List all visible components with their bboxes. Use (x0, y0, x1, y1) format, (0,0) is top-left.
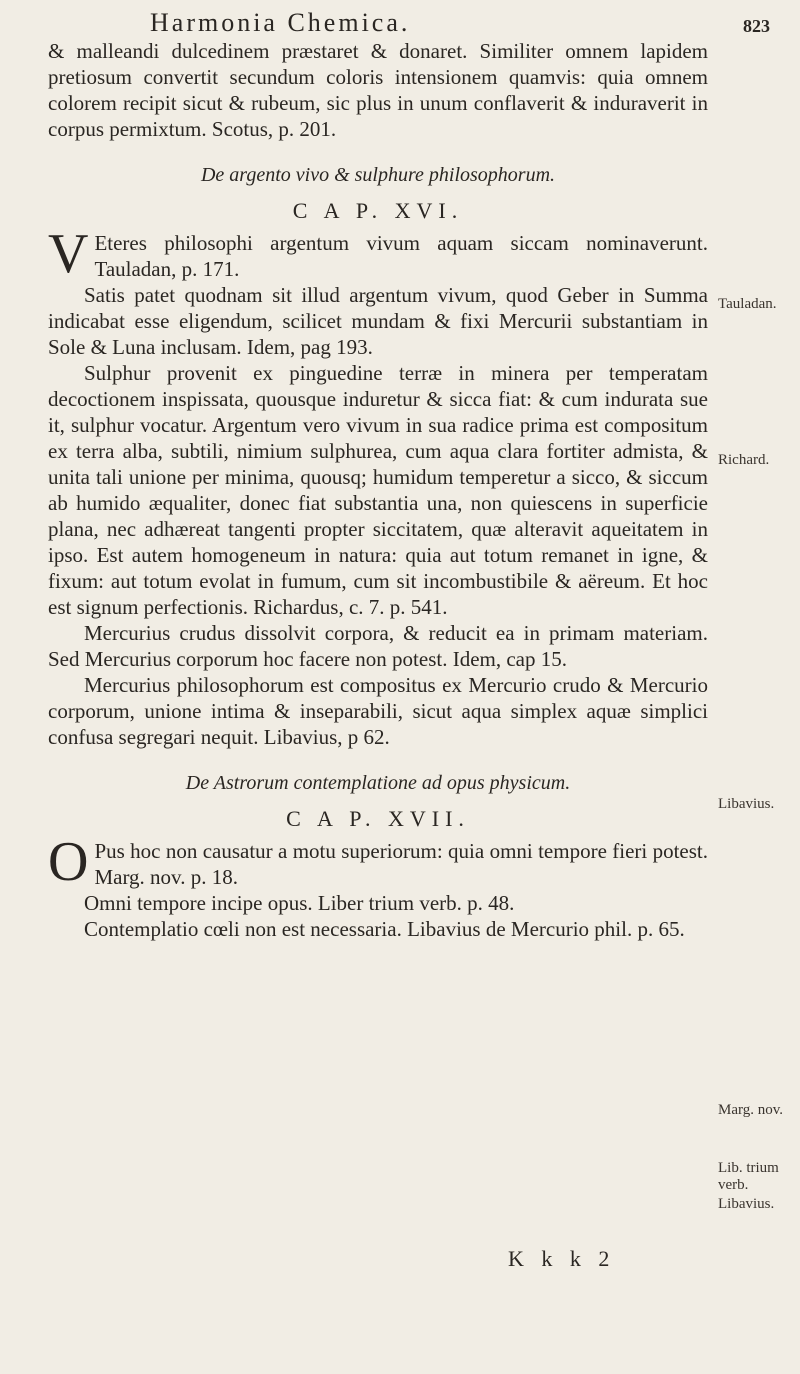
margin-note-libavius: Libavius. (718, 796, 775, 812)
drop-cap-v: V (48, 223, 89, 285)
paragraph-7 (48, 831, 708, 893)
chapter-heading-17: C A P. XVII. (286, 806, 470, 831)
drop-cap-o: O (48, 831, 89, 893)
chapter-heading-16: C A P. XVI. (292, 198, 464, 223)
margin-note-lib-trium: Lib. trium verb. (718, 1160, 779, 1193)
paragraph-5: Mercurius crudus dissolvit corpora, & reducit ea in primam materiam. Sed Mercurius corporum hoc facere non potest. Idem, cap 15. (48, 621, 708, 671)
section-title-2: De Astrorum contemplatione ad opus physicum. (185, 772, 571, 794)
paragraph-8: Omni tempore incipe opus. Liber trium verb. p. 48. (84, 891, 515, 915)
paragraph-4: Sulphur provenit ex pinguedine terræ in minera per temperatam decoctionem inspissata, quousque induretur & sicca fiat: & cum indurata sue it, sulphur vocatur. Argentum vero vivum in sua radice prima est compositum ex terra alba, subtili, nimium sulphurea, cum aqua clara fortiter admista, & unita tali unione per minima, quousq; humidum temperetur a sicco, & siccum ab humido æqualiter, donec fiat substantia una, non quiescens in superficie plana, nec adhæreat tangenti propter siccitatem, quæ alteravit aqueitatem in ipso. Est autem homogeneum in natura: quia aut totum remanet in igne, & fixum: aut totum evolat in fumum, cum sit incombustibile & aëreum. Et hoc est signum perfectionis. Richardus, c. 7. p. 541. (48, 361, 708, 619)
page-header (0, 8, 800, 40)
margin-note-libavius-2: Libavius. (718, 1196, 775, 1212)
paragraph-2 (48, 223, 708, 285)
paragraph-2-text: Eteres philosophi argentum vivum aquam siccam nominaverunt. Tauladan, p. 171. (94, 231, 708, 281)
paragraph-3: Satis patet quodnam sit illud argentum vivum, quod Geber in Summa indicabat esse eligendum, scilicet mundam & fixi Mercurii substantiam in Sole & Luna inclusam. Idem, pag 193. (48, 283, 708, 359)
body-text (48, 38, 708, 942)
margin-note-richard: Richard. (718, 452, 770, 468)
margin-note-tauladan: Tauladan. (718, 296, 777, 312)
paragraph-7-text: Pus hoc non causatur a motu superiorum: quia omni tempore fieri potest. Marg. nov. p. 18. (94, 839, 708, 889)
paragraph-6: Mercurius philosophorum est compositus ex Mercurio crudo & Mercurio corporum, unione intima & inseparabili, sicut aqua simplex aquæ simplici confusa segregari nequit. Libavius, p 62. (48, 673, 708, 749)
margin-note-marg-nov: Marg. nov. (718, 1102, 783, 1118)
running-title: Harmonia Chemica. (150, 8, 411, 37)
paragraph-1: & malleandi dulcedinem præstaret & donaret. Similiter omnem lapidem pretiosum convertit secundum coloris intensionem quamvis: quia omnem colorem recipit sicut & rubeum, sic plus in unum conflaverit & induraverit in corpus permixtum. Scotus, p. 201. (48, 39, 708, 141)
section-title-1: De argento vivo & sulphure philosophorum. (200, 164, 556, 186)
signature-mark: K k k 2 (508, 1246, 616, 1271)
paragraph-9: Contemplatio cœli non est necessaria. Libavius de Mercurio phil. p. 65. (84, 917, 685, 941)
page-number: 823 (743, 16, 770, 36)
